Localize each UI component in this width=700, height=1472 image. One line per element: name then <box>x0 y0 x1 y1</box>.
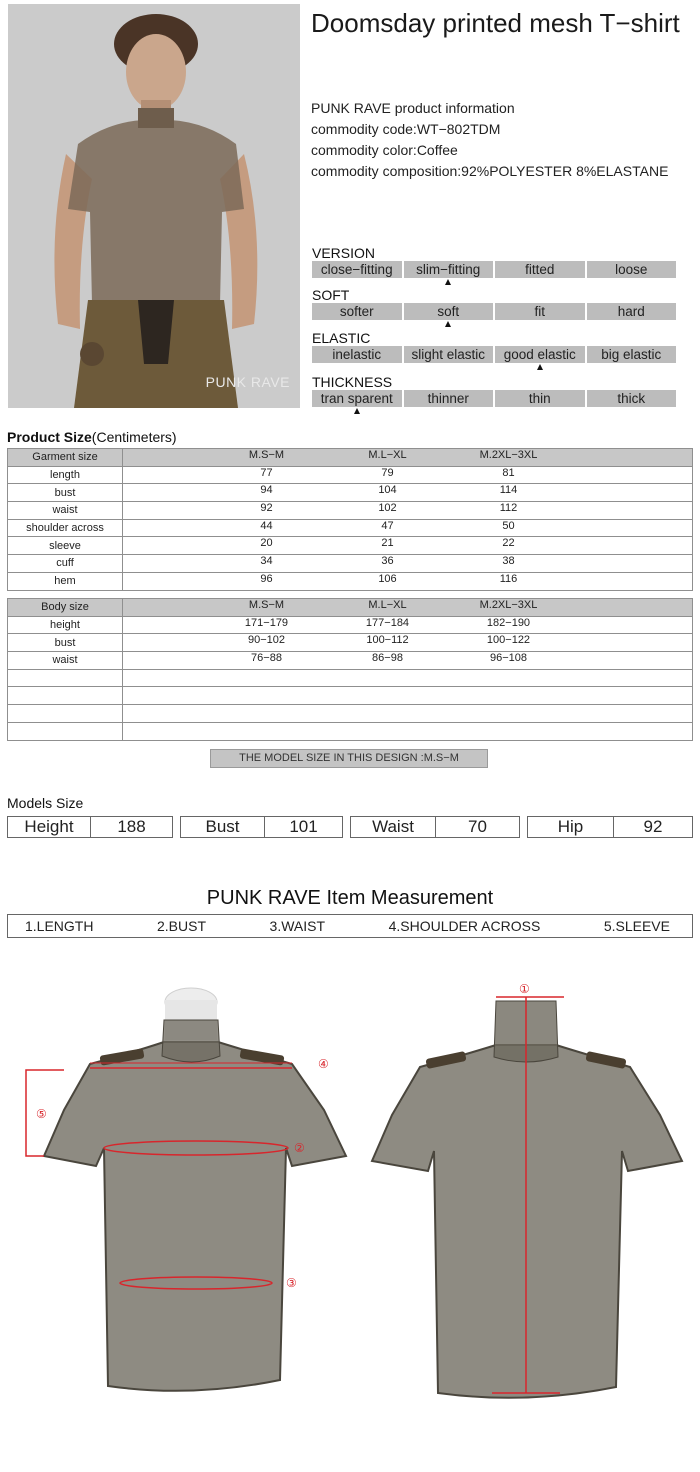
measurement-item: 5.SLEEVE <box>603 918 670 934</box>
attr-label: THICKNESS <box>312 374 393 390</box>
table-row <box>8 634 693 652</box>
cell-value: 112 <box>499 502 518 515</box>
table-row <box>8 502 693 520</box>
cell-value: 86−98 <box>372 652 403 665</box>
cell-value: 171−179 <box>244 616 289 629</box>
attr-option: big elastic <box>587 346 677 363</box>
cell-value: 177−184 <box>365 616 410 629</box>
row-label: sleeve <box>8 537 123 555</box>
size-column-header: M.S−M <box>248 449 285 461</box>
size-column-header: M.L−XL <box>368 599 407 611</box>
commodity-color-value: Coffee <box>416 142 458 158</box>
shirt-back-body <box>372 1045 682 1398</box>
attr-option: slight elastic <box>404 346 494 363</box>
table-row <box>8 572 693 590</box>
row-label: waist <box>8 652 123 670</box>
attr-option: thick <box>587 390 677 407</box>
cell-value: 100−122 <box>486 634 531 647</box>
cell-value: 182−190 <box>486 616 531 629</box>
marker-3: ③ <box>286 1276 297 1290</box>
selected-marker-icon <box>354 408 360 414</box>
attr-label: SOFT <box>312 287 350 303</box>
models-size-item <box>527 816 693 838</box>
cell-value: 44 <box>260 519 273 532</box>
row-label: cuff <box>8 555 123 573</box>
cell-value: 34 <box>260 555 273 568</box>
shirt-front-diagram <box>24 960 354 1410</box>
measurement-title: PUNK RAVE Item Measurement <box>206 887 494 909</box>
table-row <box>8 652 693 670</box>
row-label: length <box>8 466 123 484</box>
measurement-item: 1.LENGTH <box>25 918 94 934</box>
row-label: hem <box>8 572 123 590</box>
commodity-code-label: commodity code: <box>311 121 417 137</box>
table-header-row <box>8 449 693 467</box>
models-size-title: Models Size <box>7 795 84 811</box>
marker-1: ① <box>519 982 530 996</box>
attr-elastic <box>312 331 676 373</box>
table-row <box>8 555 693 573</box>
attr-label: ELASTIC <box>312 330 371 346</box>
attr-option: close−fitting <box>312 261 402 278</box>
commodity-color <box>311 140 668 161</box>
attr-option: hard <box>587 303 677 320</box>
model-size-note: THE MODEL SIZE IN THIS DESIGN :M.S−M <box>210 749 488 768</box>
cell-value: 104 <box>378 484 397 497</box>
marker-row <box>312 407 676 417</box>
models-size-row <box>7 816 693 838</box>
cell-value: 21 <box>381 537 394 550</box>
cell-value: 96−108 <box>489 652 527 665</box>
cell-value: 50 <box>502 519 515 532</box>
attr-label: VERSION <box>312 245 376 261</box>
table-header-row <box>8 599 693 617</box>
cell-value: 36 <box>381 555 394 568</box>
models-size-value: 70 <box>468 817 487 836</box>
selected-marker-icon <box>445 279 451 285</box>
models-size-label: Hip <box>528 817 614 837</box>
attr-soft <box>312 288 676 330</box>
commodity-code <box>311 119 668 140</box>
attr-option: slim−fitting <box>404 261 494 278</box>
row-label: waist <box>8 502 123 520</box>
marker-row <box>312 278 676 288</box>
models-size-label: Height <box>8 817 91 837</box>
cell-value: 106 <box>378 572 397 585</box>
product-title: Doomsday printed mesh T−shirt <box>311 8 680 38</box>
cell-value: 81 <box>502 466 515 479</box>
body-size-table <box>7 598 693 741</box>
cell-value: 79 <box>381 466 394 479</box>
table-row <box>8 484 693 502</box>
models-size-value: 188 <box>117 817 146 836</box>
garment-size-table <box>7 448 693 591</box>
cell-value: 38 <box>502 555 515 568</box>
size-column-header: M.L−XL <box>368 449 407 461</box>
row-label: bust <box>8 484 123 502</box>
attr-version <box>312 246 676 288</box>
cell-value: 76−88 <box>251 652 282 665</box>
attr-option: fitted <box>495 261 585 278</box>
table-row <box>8 537 693 555</box>
models-size-label: Bust <box>181 817 265 837</box>
attr-option: tran sparent <box>312 390 402 407</box>
info-heading: PUNK RAVE product information <box>311 100 515 116</box>
row-label: height <box>8 616 123 634</box>
cell-value: 114 <box>499 484 518 497</box>
size-column-header: M.2XL−3XL <box>479 599 538 611</box>
selected-marker-icon <box>445 321 451 327</box>
product-size-title-unit: (Centimeters) <box>91 429 177 445</box>
size-column-header: M.2XL−3XL <box>479 449 538 461</box>
attr-option: good elastic <box>495 346 585 363</box>
cell-value: 22 <box>502 537 515 550</box>
selected-marker-icon <box>537 364 543 370</box>
table-row <box>8 519 693 537</box>
size-column-header: M.S−M <box>248 599 285 611</box>
attr-option: thin <box>495 390 585 407</box>
commodity-composition-label: commodity composition: <box>311 163 462 179</box>
table-row <box>8 616 693 634</box>
shirt-back-diagram <box>360 975 690 1415</box>
attr-option: loose <box>587 261 677 278</box>
measurement-item: 4.SHOULDER ACROSS <box>388 918 541 934</box>
models-size-value: 101 <box>289 817 318 836</box>
marker-2: ② <box>294 1141 305 1155</box>
row-label: shoulder across <box>8 519 123 537</box>
model-photo <box>8 4 300 408</box>
models-size-item <box>180 816 343 838</box>
table-header-label: Body size <box>8 599 123 617</box>
product-size-title <box>7 429 177 445</box>
table-row-empty <box>8 705 693 723</box>
cell-value: 94 <box>260 484 273 497</box>
cell-value: 102 <box>378 502 397 515</box>
models-size-item <box>350 816 520 838</box>
product-info <box>311 98 668 182</box>
model-illustration <box>8 4 300 408</box>
commodity-composition <box>311 161 668 182</box>
table-row <box>8 466 693 484</box>
cell-value: 20 <box>260 537 273 550</box>
table-header-label: Garment size <box>8 449 123 467</box>
measurement-item: 3.WAIST <box>269 918 326 934</box>
commodity-code-value: WT−802TDM <box>416 121 501 137</box>
marker-row <box>312 363 676 373</box>
cell-value: 77 <box>260 466 273 479</box>
marker-row <box>312 320 676 330</box>
attr-option: inelastic <box>312 346 402 363</box>
cell-value: 100−112 <box>366 634 409 647</box>
attr-option: thinner <box>404 390 494 407</box>
table-row-empty <box>8 687 693 705</box>
cell-value: 116 <box>499 572 518 585</box>
cell-value: 47 <box>381 519 394 532</box>
models-size-label: Waist <box>351 817 436 837</box>
attr-option: fit <box>495 303 585 320</box>
commodity-color-label: commodity color: <box>311 142 417 158</box>
attr-option: soft <box>404 303 494 320</box>
models-size-value: 92 <box>643 817 663 836</box>
table-row-empty <box>8 669 693 687</box>
row-label: bust <box>8 634 123 652</box>
measurement-legend <box>7 914 693 938</box>
marker-5: ⑤ <box>36 1107 47 1121</box>
watermark: PUNK RAVE <box>205 374 290 390</box>
marker-4: ④ <box>318 1057 329 1071</box>
shirt-front-body <box>44 1042 346 1391</box>
measurement-item: 2.BUST <box>157 918 207 934</box>
models-size-item <box>7 816 173 838</box>
cell-value: 92 <box>260 502 273 515</box>
table-row-empty <box>8 722 693 740</box>
shirt-front-collar <box>162 1020 220 1062</box>
commodity-composition-value: 92%POLYESTER 8%ELASTANE <box>461 163 669 179</box>
attr-thickness <box>312 375 676 417</box>
product-size-title-bold: Product Size <box>7 429 92 445</box>
attr-option: softer <box>312 303 402 320</box>
cell-value: 90−102 <box>247 634 285 647</box>
cell-value: 96 <box>260 572 273 585</box>
